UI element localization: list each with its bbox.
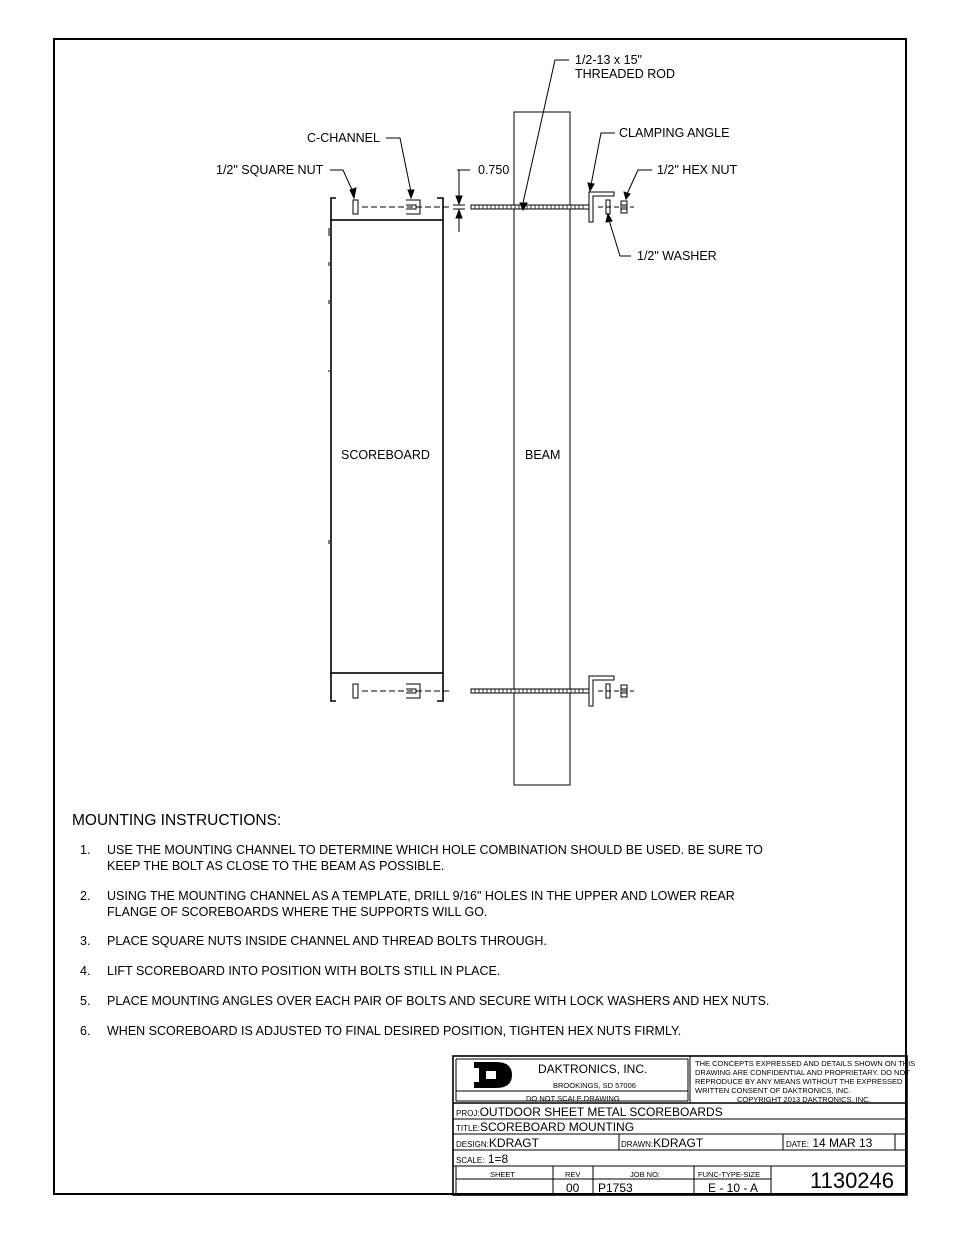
step-text-continued: KEEP THE BOLT AS CLOSE TO THE BEAM AS POSSIBLE. bbox=[107, 859, 445, 873]
step-text: WHEN SCOREBOARD IS ADJUSTED TO FINAL DESIRED POSITION, TIGHTEN HEX NUTS FIRMLY. bbox=[107, 1024, 682, 1038]
leader-hex-nut bbox=[627, 170, 652, 194]
job-number: P1753 bbox=[598, 1181, 633, 1195]
scoreboard-upper-flange bbox=[331, 198, 443, 220]
lower-square-nut bbox=[353, 684, 358, 698]
step-number: 2. bbox=[80, 889, 91, 903]
washer-label: 1/2" WASHER bbox=[637, 249, 717, 263]
upper-square-nut bbox=[353, 200, 358, 214]
step-text: PLACE SQUARE NUTS INSIDE CHANNEL AND THREAD BOLTS THROUGH. bbox=[107, 934, 547, 948]
revision-value: 00 bbox=[566, 1181, 580, 1195]
drawing-number: 1130246 bbox=[810, 1168, 895, 1193]
step-text-continued: FLANGE OF SCOREBOARDS WHERE THE SUPPORTS WILL GO. bbox=[107, 905, 488, 919]
square-nut-label: 1/2" SQUARE NUT bbox=[216, 163, 324, 177]
drawn-field: DRAWN:KDRAGT bbox=[621, 1136, 704, 1150]
confidentiality-notice: THE CONCEPTS EXPRESSED AND DETAILS SHOWN ON THIS DRAWING ARE CONFIDENTIAL AND PROPRIETARY. DO NOT REPRODUCE BY ANY MEANS WITHOUT THE EXPRESSED WRITTEN CONSENT OF DAKTRONICS, INC. COPYRIGHT 2013 DAKTRONICS, INC. bbox=[695, 1059, 916, 1104]
leader-square-nut bbox=[330, 170, 353, 192]
step-text: USE THE MOUNTING CHANNEL TO DETERMINE WHICH HOLE COMBINATION SHOULD BE USED. BE SURE TO bbox=[107, 843, 763, 857]
leader-threaded-rod bbox=[523, 60, 569, 203]
do-not-scale-note: DO NOT SCALE DRAWING bbox=[526, 1094, 620, 1103]
scoreboard-body bbox=[331, 220, 443, 673]
job-label: JOB NO: bbox=[630, 1170, 661, 1179]
daktronics-logo bbox=[474, 1062, 512, 1088]
sheet-label: SHEET bbox=[490, 1170, 516, 1179]
c-channel-label: C-CHANNEL bbox=[307, 131, 380, 145]
step-text: PLACE MOUNTING ANGLES OVER EACH PAIR OF BOLTS AND SECURE WITH LOCK WASHERS AND HEX NUTS. bbox=[107, 994, 770, 1008]
leader-c-channel bbox=[386, 138, 411, 192]
instructions-heading: MOUNTING INSTRUCTIONS: bbox=[72, 812, 282, 829]
leader-washer bbox=[609, 220, 631, 256]
date-field: DATE: 14 MAR 13 bbox=[786, 1136, 873, 1150]
step-number: 1. bbox=[80, 843, 91, 857]
dimension-marker bbox=[453, 170, 470, 232]
title-field: TITLE:SCOREBOARD MOUNTING bbox=[456, 1120, 635, 1134]
step-number: 6. bbox=[80, 1024, 91, 1038]
scoreboard-label: SCOREBOARD bbox=[341, 448, 430, 462]
threaded-rod-label-line2: THREADED ROD bbox=[575, 67, 676, 81]
scoreboard-lower-flange bbox=[331, 673, 443, 701]
rev-label: REV bbox=[565, 1170, 581, 1179]
func-type-size-value: E - 10 - A bbox=[708, 1181, 759, 1195]
leader-clamping-angle bbox=[591, 133, 615, 185]
design-field: DESIGN:KDRAGT bbox=[456, 1136, 539, 1150]
dimension-label: 0.750 bbox=[478, 163, 510, 177]
step-number: 3. bbox=[80, 934, 91, 948]
clamping-angle-label: CLAMPING ANGLE bbox=[619, 126, 730, 140]
hex-nut-label: 1/2" HEX NUT bbox=[657, 163, 738, 177]
step-number: 5. bbox=[80, 994, 91, 1008]
company-city: BROOKINGS, SD 57006 bbox=[553, 1081, 636, 1090]
threaded-rod-label-line1: 1/2-13 x 15" bbox=[575, 53, 642, 67]
beam-label: BEAM bbox=[525, 448, 561, 462]
company-name: DAKTRONICS, INC. bbox=[538, 1062, 648, 1076]
func-type-size-label: FUNC-TYPE-SIZE bbox=[698, 1170, 761, 1179]
step-number: 4. bbox=[80, 964, 91, 978]
scale-field: SCALE: 1=8 bbox=[456, 1152, 509, 1166]
project-field: PROJ:OUTDOOR SHEET METAL SCOREBOARDS bbox=[456, 1105, 723, 1119]
step-text: LIFT SCOREBOARD INTO POSITION WITH BOLTS STILL IN PLACE. bbox=[107, 964, 501, 978]
step-text: USING THE MOUNTING CHANNEL AS A TEMPLATE, DRILL 9/16" HOLES IN THE UPPER AND LOWER REAR bbox=[107, 889, 735, 903]
